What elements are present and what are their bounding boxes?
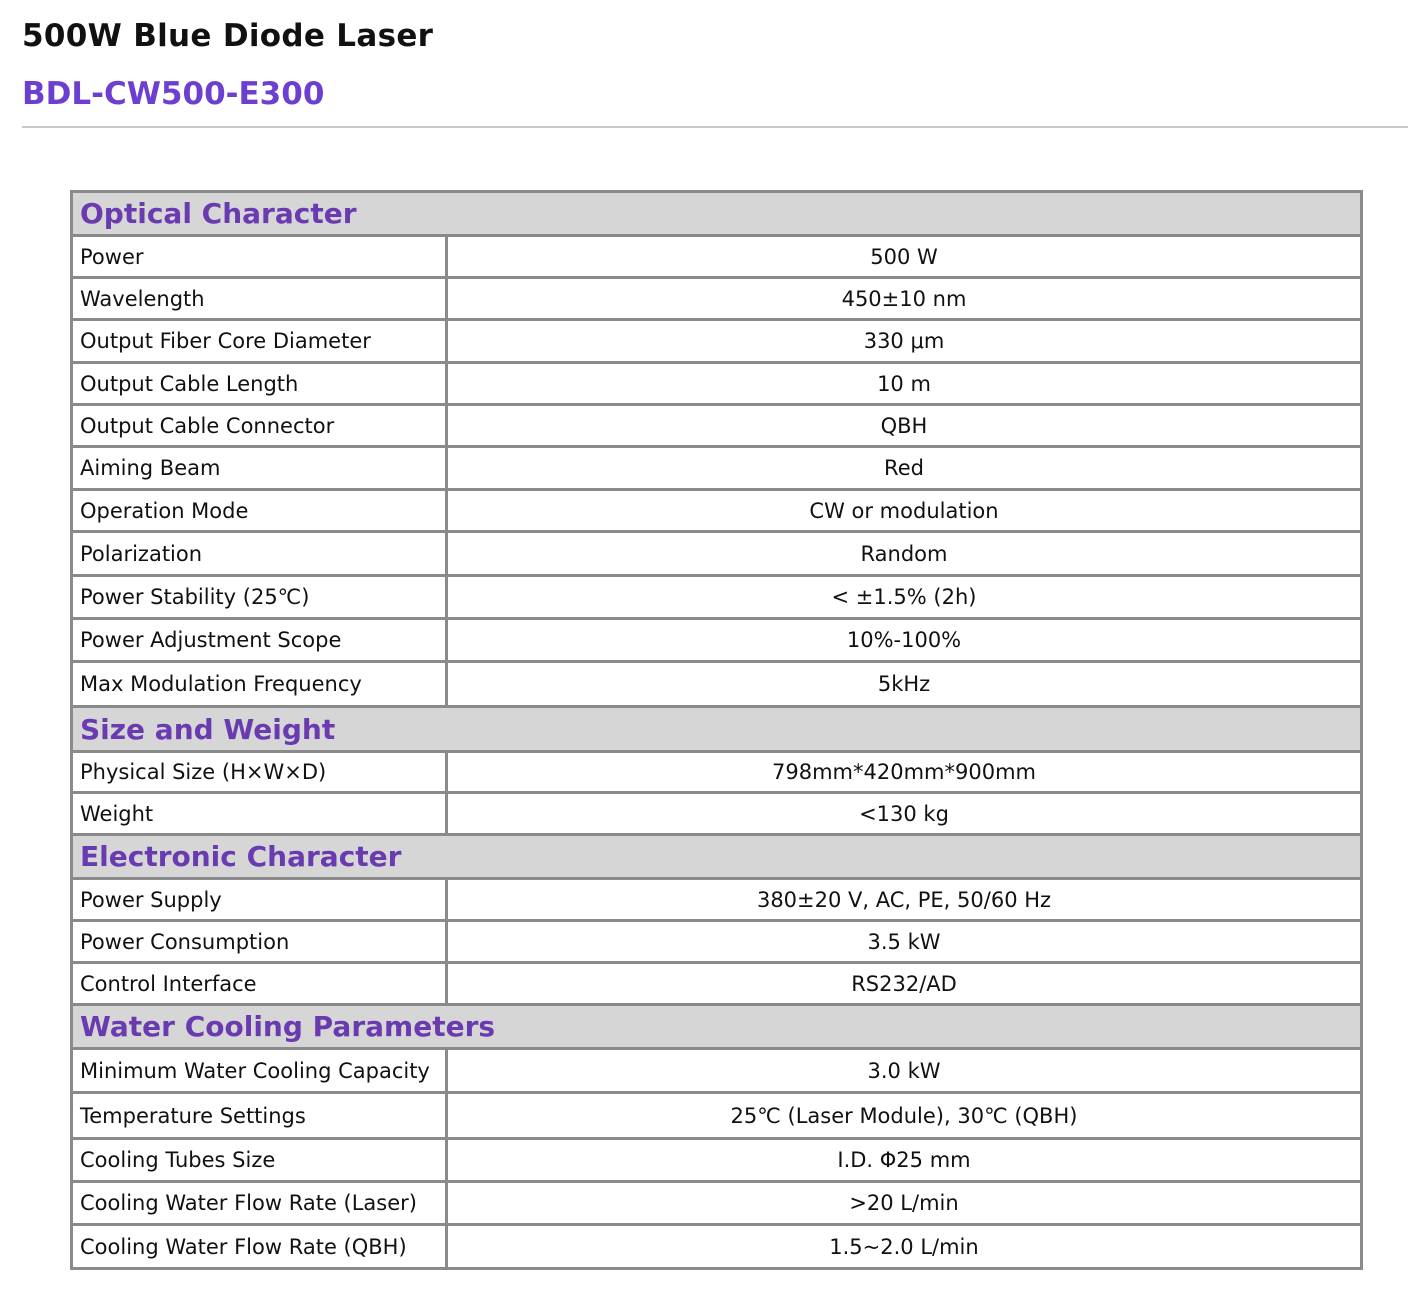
spec-row <box>72 320 1362 363</box>
spec-row <box>72 1093 1362 1139</box>
spec-label: Power Supply <box>72 879 447 921</box>
section-header-row <box>72 835 1362 879</box>
spec-value: 3.0 kW <box>447 1049 1362 1093</box>
spec-value: RS232/AD <box>447 963 1362 1005</box>
spec-row <box>72 662 1362 707</box>
spec-value: < ±1.5% (2h) <box>447 576 1362 619</box>
spec-row <box>72 1139 1362 1182</box>
spec-label: Cooling Water Flow Rate (QBH) <box>72 1225 447 1269</box>
spec-value: 500 W <box>447 236 1362 278</box>
spec-value: 10 m <box>447 363 1362 405</box>
spec-value: 10%-100% <box>447 619 1362 662</box>
spec-row <box>72 363 1362 405</box>
spec-row <box>72 405 1362 447</box>
spec-label: Power Stability (25℃) <box>72 576 447 619</box>
spec-value: Random <box>447 532 1362 576</box>
spec-label: Cooling Water Flow Rate (Laser) <box>72 1182 447 1225</box>
spec-value: <130 kg <box>447 793 1362 835</box>
spec-label: Output Cable Connector <box>72 405 447 447</box>
spec-row <box>72 752 1362 793</box>
spec-row <box>72 619 1362 662</box>
section-title: Optical Character <box>72 192 1362 236</box>
spec-label: Max Modulation Frequency <box>72 662 447 707</box>
spec-label: Physical Size (H×W×D) <box>72 752 447 793</box>
spec-label: Weight <box>72 793 447 835</box>
spec-row <box>72 1182 1362 1225</box>
spec-label: Operation Mode <box>72 490 447 532</box>
spec-label: Temperature Settings <box>72 1093 447 1139</box>
spec-label: Output Fiber Core Diameter <box>72 320 447 363</box>
spec-value: Red <box>447 447 1362 490</box>
section-header-row <box>72 1005 1362 1049</box>
spec-value: 25℃ (Laser Module), 30℃ (QBH) <box>447 1093 1362 1139</box>
spec-row <box>72 1049 1362 1093</box>
spec-value: 450±10 nm <box>447 278 1362 320</box>
page-title: 500W Blue Diode Laser <box>22 18 434 54</box>
spec-label: Minimum Water Cooling Capacity <box>72 1049 447 1093</box>
spec-value: 5kHz <box>447 662 1362 707</box>
section-title: Electronic Character <box>72 835 1362 879</box>
spec-row <box>72 963 1362 1005</box>
spec-label: Output Cable Length <box>72 363 447 405</box>
spec-row <box>72 532 1362 576</box>
spec-row <box>72 921 1362 963</box>
spec-value: I.D. Φ25 mm <box>447 1139 1362 1182</box>
spec-value: 1.5~2.0 L/min <box>447 1225 1362 1269</box>
spec-value: 330 μm <box>447 320 1362 363</box>
header-divider <box>22 126 1408 128</box>
spec-value: 798mm*420mm*900mm <box>447 752 1362 793</box>
section-title: Size and Weight <box>72 707 1362 752</box>
section-header-row <box>72 707 1362 752</box>
spec-label: Power Consumption <box>72 921 447 963</box>
spec-row <box>72 447 1362 490</box>
section-title: Water Cooling Parameters <box>72 1005 1362 1049</box>
spec-value: 3.5 kW <box>447 921 1362 963</box>
spec-table <box>70 190 1363 1270</box>
spec-label: Polarization <box>72 532 447 576</box>
spec-value: QBH <box>447 405 1362 447</box>
spec-row <box>72 793 1362 835</box>
spec-label: Cooling Tubes Size <box>72 1139 447 1182</box>
section-header-row <box>72 192 1362 236</box>
spec-row <box>72 879 1362 921</box>
spec-row <box>72 576 1362 619</box>
spec-row <box>72 1225 1362 1269</box>
spec-row <box>72 236 1362 278</box>
spec-row <box>72 490 1362 532</box>
spec-label: Power Adjustment Scope <box>72 619 447 662</box>
spec-value: CW or modulation <box>447 490 1362 532</box>
spec-label: Control Interface <box>72 963 447 1005</box>
model-number: BDL-CW500-E300 <box>22 76 325 112</box>
spec-label: Aiming Beam <box>72 447 447 490</box>
spec-label: Power <box>72 236 447 278</box>
spec-row <box>72 278 1362 320</box>
spec-label: Wavelength <box>72 278 447 320</box>
spec-value: 380±20 V, AC, PE, 50/60 Hz <box>447 879 1362 921</box>
spec-value: >20 L/min <box>447 1182 1362 1225</box>
